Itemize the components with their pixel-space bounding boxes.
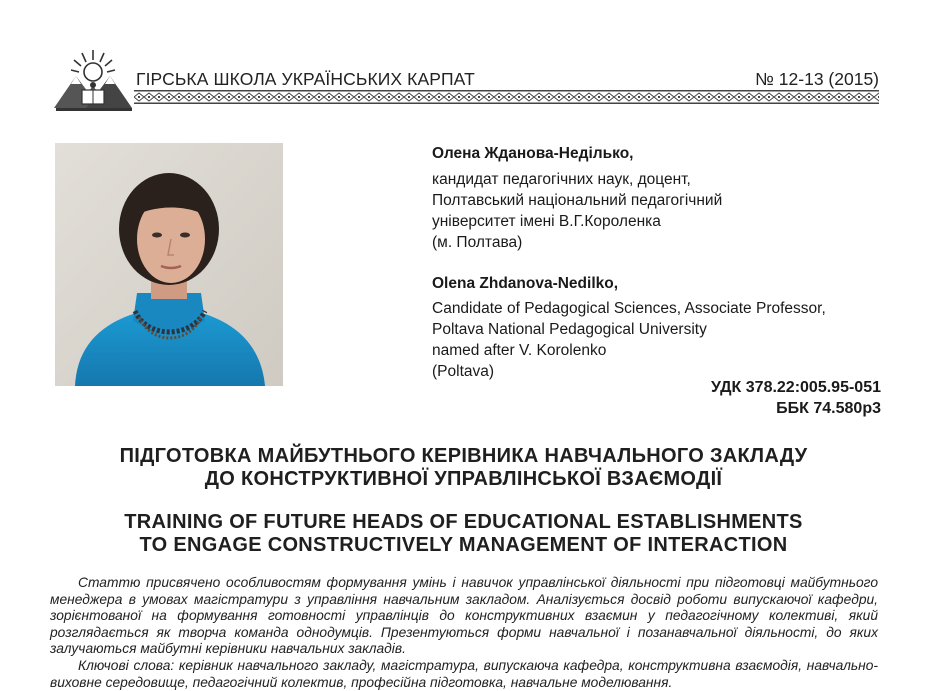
title-line: ПІДГОТОВКА МАЙБУТНЬОГО КЕРІВНИКА НАВЧАЛЬНОГО ЗАКЛАДУ [119,445,808,467]
author-block-en [432,273,618,294]
title-line: TO ENGAGE CONSTRUCTIVELY MANAGEMENT OF INTERACTION [139,534,788,556]
issue-number: № 12-13 (2015) [755,69,879,89]
author-affiliation-line: університет імені В.Г.Короленка [432,213,661,230]
classification-codes [711,377,881,419]
ornament-divider [134,90,879,104]
abstract-text: Статтю присвячено особливостям формування умінь і навичок управлінської діяльності при підготовці майбутнього менеджера в умовах магістратури з управління навчальним закладом. Аналізується досвід роботи випускаючої кафедри, зорієнтованої на формування готовності управлінців до конструктивних взаємин у педагогічному колективі, який розглядається як творча команда однодумців. Презентуються форми навчальної і позанавчальної діяльності, до яких залучаються майбутні керівники навчальних закладів. [50,575,878,657]
author-affiliation-line: кандидат педагогічних наук, доцент, [432,171,691,188]
mountain-school-logo-icon [52,46,134,116]
author-block-ua [432,143,633,164]
author-affiliation-line: Candidate of Pedagogical Sciences, Associate Professor, [432,300,826,317]
author-name-ua: Олена Жданова-Неділько, [432,145,634,162]
udk-code: УДК 378.22:005.95-051 [711,379,881,396]
author-photo [55,143,283,386]
journal-title: ГІРСЬКА ШКОЛА УКРАЇНСЬКИХ КАРПАТ [136,69,475,89]
author-affiliation-line: (Poltava) [432,363,495,380]
author-name-en: Olena Zhdanova-Nedilko, [432,275,619,292]
author-affiliation-ua [432,169,722,253]
author-affiliation-en [432,298,826,382]
title-line: TRAINING OF FUTURE HEADS OF EDUCATIONAL ESTABLISHMENTS [124,511,803,533]
abstract [50,575,878,691]
article-title-en [0,511,927,557]
author-affiliation-line: (м. Полтава) [432,234,523,251]
article-title-ua [0,445,927,491]
bbk-code: ББК 74.580р3 [776,400,881,417]
keywords: Ключові слова: керівник навчального закладу, магістратура, випускаюча кафедра, конструктивна взаємодія, навчально-виховне середовище, педагогічний колектив, професійна підготовка, навчальне моделювання. [50,657,878,690]
title-line: ДО КОНСТРУКТИВНОЇ УПРАВЛІНСЬКОЇ ВЗАЄМОДІЇ [204,468,723,490]
author-affiliation-line: Poltava National Pedagogical University [432,321,707,338]
author-affiliation-line: named after V. Korolenko [432,342,607,359]
author-affiliation-line: Полтавський національний педагогічний [432,192,723,209]
